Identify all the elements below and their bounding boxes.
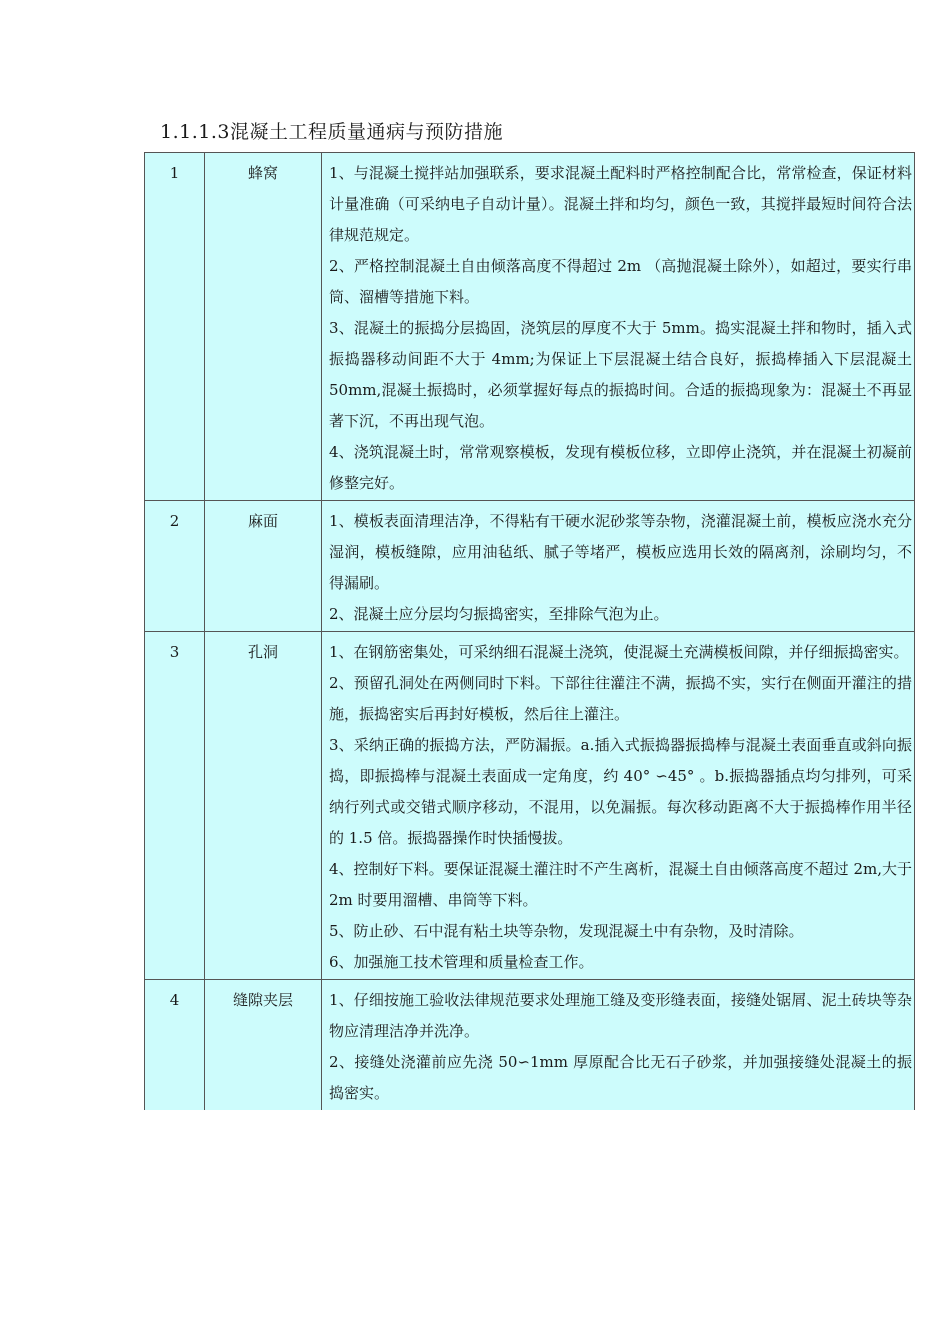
section-heading: 1.1.1.3混凝土工程质量通病与预防措施 [160, 121, 503, 143]
table-row [145, 501, 915, 632]
measures-cell [322, 980, 915, 1111]
measures-cell [322, 501, 915, 632]
measure-item: 3、混凝土的振捣分层捣固，浇筑层的厚度不大于 5mm。捣实混凝土拌和物时，插入式振捣器移动间距不大于 4mm;为保证上下层混凝土结合良好，振捣棒插入下层混凝土 50mm,混凝土振捣时，必须掌握好每点的振捣时间。合适的振捣现象为：混凝土不再显著下沉，不再出现气泡。 [329, 319, 912, 430]
measure-item: 4、控制好下料。要保证混凝土灌注时不产生离析，混凝土自由倾落高度不超过 2m,大于 2m 时要用溜槽、串筒等下料。 [329, 860, 912, 909]
row-number: 1 [145, 153, 205, 501]
measures-cell [322, 153, 915, 501]
defect-name: 蜂窝 [205, 153, 322, 501]
defect-name: 麻面 [205, 501, 322, 632]
measure-item: 3、采纳正确的振捣方法，严防漏振。a.插入式振捣器振捣棒与混凝土表面垂直或斜向振捣，即振捣棒与混凝土表面成一定角度，约 40° ∽45° 。b.振捣器插点均匀排列，可采纳行列式或交错式顺序移动，不混用，以免漏振。每次移动距离不大于振捣棒作用半径的 1.5 倍。振捣器操作时快插慢拔。 [329, 736, 912, 847]
quality-measures-table [144, 152, 915, 1110]
measure-item: 2、预留孔洞处在两侧同时下料。下部往往灌注不满，振捣不实，实行在侧面开灌注的措施，振捣密实后再封好模板，然后往上灌注。 [329, 674, 912, 723]
measure-item: 1、模板表面清理洁净，不得粘有干硬水泥砂浆等杂物，浇灌混凝土前，模板应浇水充分湿润，模板缝隙，应用油毡纸、腻子等堵严，模板应选用长效的隔离剂，涂刷均匀，不得漏刷。 [329, 512, 912, 592]
table-row [145, 632, 915, 980]
defect-name: 孔洞 [205, 632, 322, 980]
measure-item: 2、接缝处浇灌前应先浇 50∽1mm 厚原配合比无石子砂浆，并加强接缝处混凝土的振捣密实。 [329, 1053, 912, 1102]
measure-item: 5、防止砂、石中混有粘土块等杂物，发现混凝土中有杂物，及时清除。 [329, 922, 804, 940]
table-row [145, 980, 915, 1111]
measure-item: 6、加强施工技术管理和质量检查工作。 [329, 953, 594, 971]
measure-item: 4、浇筑混凝土时，常常观察模板，发现有模板位移，立即停止浇筑，并在混凝土初凝前修整完好。 [329, 443, 912, 492]
row-number: 2 [145, 501, 205, 632]
measure-item: 1、仔细按施工验收法律规范要求处理施工缝及变形缝表面，接缝处锯屑、泥土砖块等杂物应清理洁净并洗净。 [329, 991, 912, 1040]
row-number: 4 [145, 980, 205, 1111]
row-number: 3 [145, 632, 205, 980]
table-row [145, 153, 915, 501]
measure-item: 2、严格控制混凝土自由倾落高度不得超过 2m （高抛混凝土除外），如超过，要实行串筒、溜槽等措施下料。 [329, 257, 912, 306]
defect-name: 缝隙夹层 [205, 980, 322, 1111]
measure-item: 2、混凝土应分层均匀振捣密实，至排除气泡为止。 [329, 605, 669, 623]
measure-item: 1、与混凝土搅拌站加强联系，要求混凝土配料时严格控制配合比，常常检查，保证材料计量准确（可采纳电子自动计量）。混凝土拌和均匀，颜色一致，其搅拌最短时间符合法律规范规定。 [329, 164, 912, 244]
measure-item: 1、在钢筋密集处，可采纳细石混凝土浇筑，使混凝土充满模板间隙，并仔细振捣密实。 [329, 643, 909, 661]
measures-cell [322, 632, 915, 980]
